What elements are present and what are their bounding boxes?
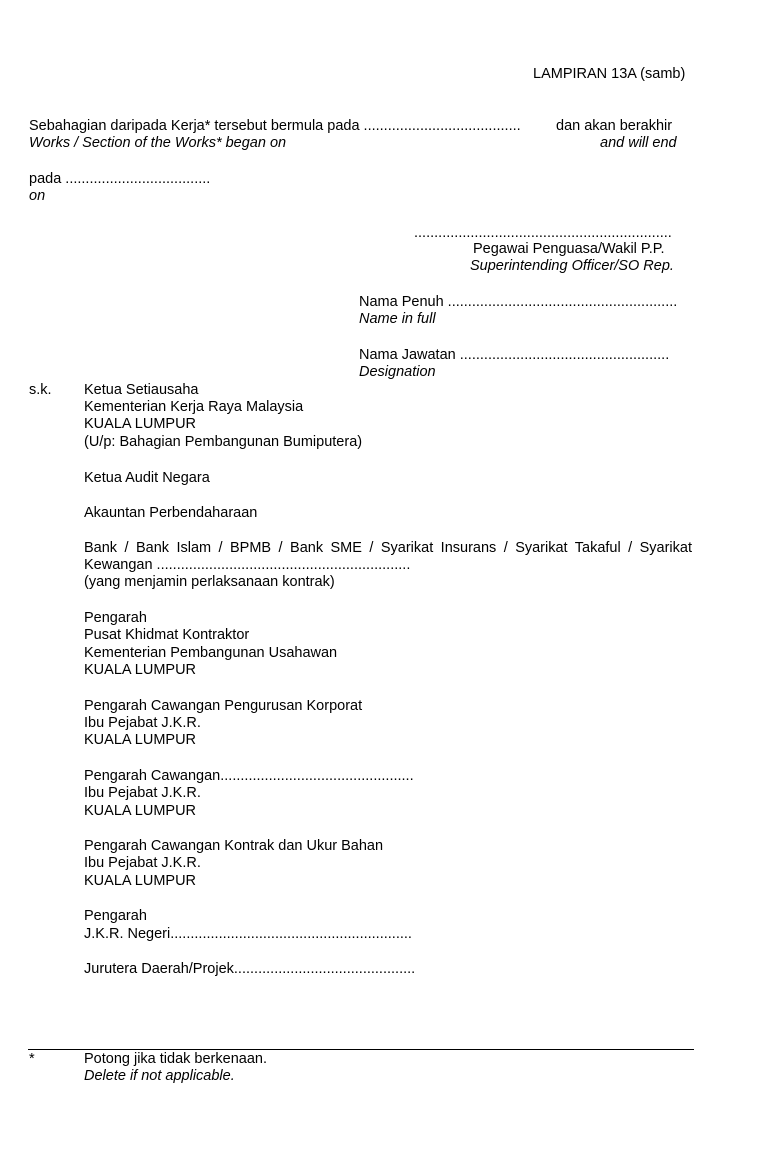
cc-line: Bank / Bank Islam / BPMB / Bank SME / Syarikat Insurans / Syarikat Takaful / Syarikat bbox=[84, 540, 692, 556]
cc-line: KUALA LUMPUR bbox=[84, 662, 197, 678]
cc-line: KUALA LUMPUR bbox=[84, 803, 197, 819]
cc-line: Ketua Setiausaha bbox=[84, 382, 199, 398]
cc-line: Kementerian Kerja Raya Malaysia bbox=[84, 399, 304, 415]
signature-line: ................................................................ bbox=[414, 225, 672, 241]
end-intro-en: and will end bbox=[600, 135, 677, 151]
cc-line: Pengarah Cawangan Kontrak dan Ukur Bahan bbox=[84, 838, 384, 854]
cc-line: Ibu Pejabat J.K.R. bbox=[84, 785, 201, 801]
end-date-label-en: on bbox=[29, 188, 46, 204]
cc-line: KUALA LUMPUR bbox=[84, 416, 197, 432]
cc-line: Jurutera Daerah/Projek............................................. bbox=[84, 961, 416, 977]
cc-line: Pengarah bbox=[84, 610, 147, 626]
designation-field-ms: Nama Jawatan .................................................... bbox=[359, 347, 670, 363]
officer-title-ms: Pegawai Penguasa/Wakil P.P. bbox=[473, 241, 665, 257]
end-intro-ms: dan akan berakhir bbox=[556, 118, 673, 134]
footnote-text-en: Delete if not applicable. bbox=[84, 1068, 235, 1084]
officer-title-en: Superintending Officer/SO Rep. bbox=[470, 258, 674, 274]
cc-line: Ketua Audit Negara bbox=[84, 470, 210, 486]
start-date-field-ms: Sebahagian daripada Kerja* tersebut bermula pada ....................................... bbox=[29, 118, 521, 134]
cc-line: KUALA LUMPUR bbox=[84, 732, 197, 748]
cc-line: Pengarah bbox=[84, 908, 147, 924]
cc-line: Ibu Pejabat J.K.R. bbox=[84, 855, 201, 871]
start-date-label-en: Works / Section of the Works* began on bbox=[29, 135, 287, 151]
cc-line: (U/p: Bahagian Pembangunan Bumiputera) bbox=[84, 434, 363, 450]
cc-line: Kementerian Pembangunan Usahawan bbox=[84, 645, 338, 661]
cc-line: (yang menjamin perlaksanaan kontrak) bbox=[84, 574, 335, 590]
footnote-mark: * bbox=[29, 1051, 35, 1067]
footnote-text-ms: Potong jika tidak berkenaan. bbox=[84, 1051, 267, 1067]
cc-line: Pengarah Cawangan................................................ bbox=[84, 768, 414, 784]
cc-line: J.K.R. Negeri............................................................ bbox=[84, 926, 412, 942]
end-date-field-ms: pada .................................... bbox=[29, 171, 211, 187]
footnote-divider bbox=[28, 1049, 694, 1050]
cc-line: Kewangan ............................................................... bbox=[84, 557, 411, 573]
full-name-label-en: Name in full bbox=[359, 311, 436, 327]
cc-label: s.k. bbox=[29, 382, 52, 398]
full-name-field-ms: Nama Penuh ......................................................... bbox=[359, 294, 678, 310]
appendix-reference: LAMPIRAN 13A (samb) bbox=[533, 66, 686, 82]
cc-line: Akauntan Perbendaharaan bbox=[84, 505, 258, 521]
cc-line: KUALA LUMPUR bbox=[84, 873, 197, 889]
designation-label-en: Designation bbox=[359, 364, 436, 380]
cc-line: Pengarah Cawangan Pengurusan Korporat bbox=[84, 698, 363, 714]
cc-line: Pusat Khidmat Kontraktor bbox=[84, 627, 250, 643]
cc-line: Ibu Pejabat J.K.R. bbox=[84, 715, 201, 731]
